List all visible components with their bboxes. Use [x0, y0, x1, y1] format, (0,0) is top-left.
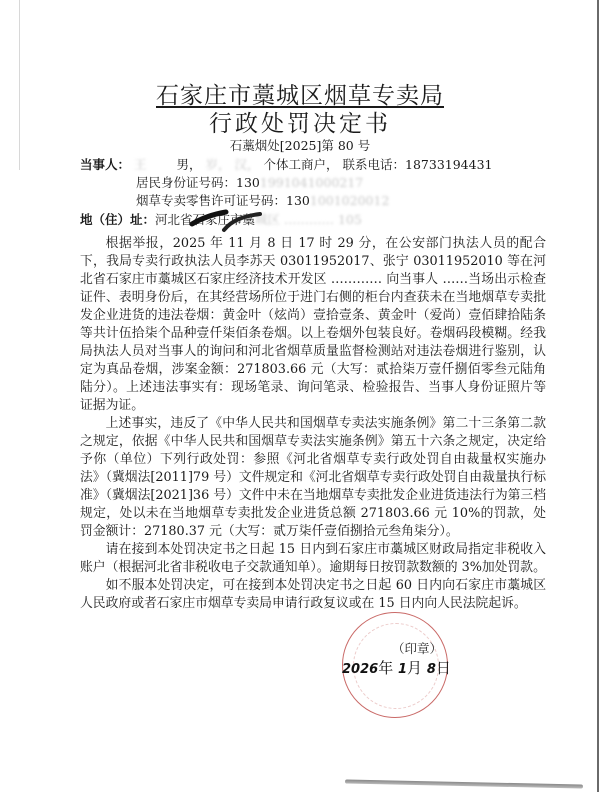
- party-line: [80, 156, 493, 173]
- party-age-redacted: 岁，: [205, 157, 231, 172]
- date-day: 8: [426, 662, 436, 677]
- redaction-scribble: [188, 206, 268, 236]
- issuer-name: 石家庄市藁城区烟草专卖局: [156, 83, 444, 109]
- party-occupation: 个体工商户，: [263, 157, 339, 172]
- address-label: 地（住）址：: [80, 212, 156, 227]
- date-year-suffix: 年: [378, 659, 394, 677]
- address-visible: 河北省石家庄市藁: [155, 212, 256, 227]
- penalty-paragraph: 上述事实，违反了《中华人民共和国烟草专卖法实施条例》第二十三条第二款之规定，依据《中华人民共和国烟草专卖法实施条例》第五十六条之规定，决定给予你（单位）下列行政处罚：参照《河北省烟草专卖行政处罚自由裁量权实施办法》（冀烟法[2011]79 号）文件规定和《河北省烟草专卖行政处罚自由裁量执行标准》（冀烟法[2021]36 号）文件中未在当地烟草专卖批发企业进货违法行为第三档规定，处以未在当地烟草专卖批发企业进货总额 271803.66 元 10%的罚款，处罚金额计：27180.37 元（大写：贰万柒仟壹佰捌拾元叁角柒分）。: [80, 416, 547, 539]
- issuer-title: [0, 82, 600, 110]
- document-number: 石藁烟处[2025]第 80 号: [229, 138, 371, 153]
- party-ethnicity-redacted: 汉，: [234, 157, 260, 172]
- date-year: 2026: [342, 662, 379, 677]
- date-month-suffix: 月: [407, 659, 423, 677]
- party-label: 当事人：: [80, 157, 131, 172]
- signature-date: [342, 659, 451, 679]
- seal-label: （印章）: [392, 641, 443, 656]
- date-day-suffix: 日: [435, 659, 451, 677]
- license-number-label: 烟草专卖零售许可证号码：: [136, 193, 287, 208]
- phone-label: 联系电话：: [342, 157, 406, 172]
- page-curl-shadow: [345, 780, 583, 789]
- address-redacted: 城区 ………… 105: [255, 212, 362, 227]
- facts-paragraph: 根据举报，2025 年 11 月 8 日 17 时 29 分，在公安部门执法人员的配合下，我局专卖行政执法人员李苏天 03011952017、张宁 03011952010 等在河北省石家庄市藁城区石家庄经济技术开发区 ………… 向当事人 ……当场出示检查证件、表明身份后，在其经营场所位于进门右侧的柜台内查获未在当地烟草专卖批发企业进货的违法卷烟：黄金叶（炫尚）壹拾壹条、黄金叶（爱尚）壹佰肆拾陆条等共计伍拾柒个品种壹仟柒佰条卷烟。以上卷烟外包装良好。卷烟码段模糊。经我局执法人员对当事人的询问和河北省烟草质量监督检测站对违法卷烟进行鉴别，认定为真品卷烟，涉案金额：271803.66 元（大写：贰拾柒万壹仟捌佰零叁元陆角陆分）。上述违法事实有：现场笔录、询问笔录、检验报告、当事人身份证照片等证据为证。: [80, 236, 546, 413]
- license-number-redacted: 1001020012: [309, 193, 390, 208]
- signature-block: [342, 612, 462, 722]
- id-number-redacted: 1991041000217: [259, 175, 364, 190]
- decision-body: [80, 235, 546, 613]
- id-number-line: [136, 174, 363, 191]
- payment-paragraph: 请在接到本处罚决定书之日起 15 日内到石家庄市藁城区财政局指定非税收入账户（根据河北省非税收电子交款通知单）。逾期每日按罚款数额的 3%加处罚款。: [80, 542, 546, 575]
- date-month: 1: [397, 662, 408, 677]
- id-number-label: 居民身份证号码：: [136, 175, 237, 190]
- appeal-paragraph: 如不服本处罚决定，可在接到本处罚决定书之日起 60 日内向石家庄市藁城区人民政府或者石家庄市烟草专卖局申请行政复议或在 15 日内向人民法院起诉。: [80, 578, 546, 611]
- license-number-visible: 130: [286, 193, 310, 208]
- document-type-title: 行政处罚决定书: [209, 111, 391, 137]
- party-name-redacted: 王: [134, 157, 147, 172]
- phone-number: 18733194431: [405, 157, 493, 172]
- id-number-visible: 130: [236, 175, 260, 190]
- party-gender: 男，: [176, 157, 202, 172]
